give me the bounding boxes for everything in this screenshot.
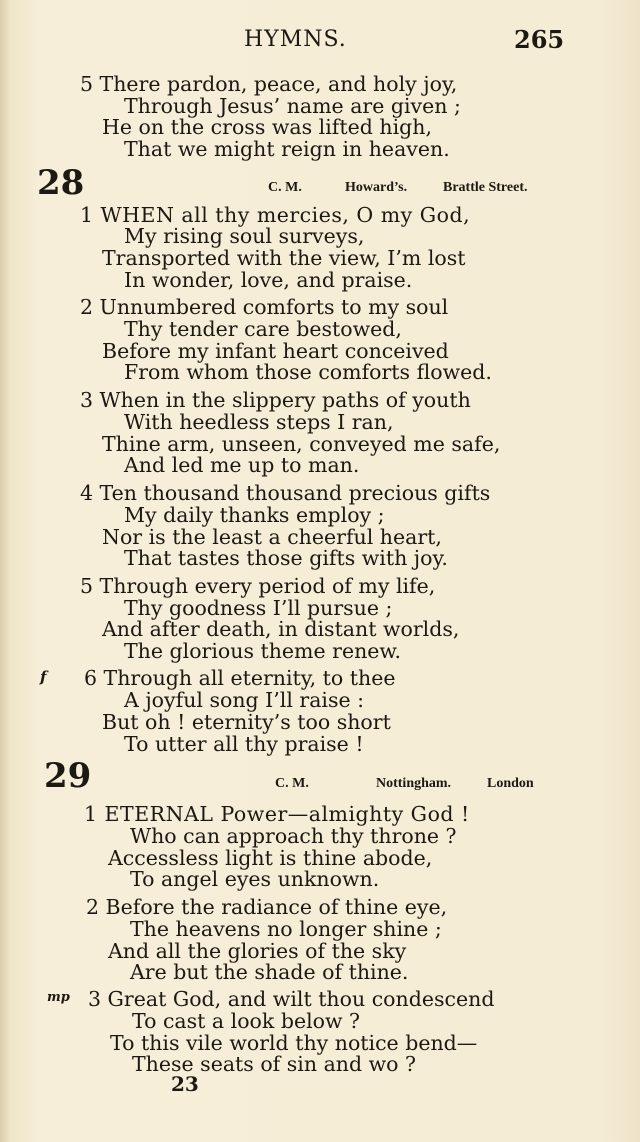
stanza-line: Through Jesus’ name are given ; — [124, 94, 461, 118]
stanza-line: Who can approach thy throne ? — [130, 824, 457, 848]
stanza-line: Are but the shade of thine. — [130, 960, 409, 984]
stanza-line: With heedless steps I ran, — [124, 410, 394, 434]
stanza-line: And led me up to man. — [124, 453, 360, 477]
running-title: HYMNS. — [244, 27, 347, 52]
stanza-line: My rising soul surveys, — [124, 224, 365, 248]
stanza-line: Before my infant heart conceived — [102, 339, 449, 363]
stanza-line: 5 There pardon, peace, and holy joy, — [80, 72, 458, 96]
stanza-line: That we might reign in heaven. — [124, 137, 450, 161]
stanza-line: To cast a look below ? — [132, 1009, 361, 1033]
hymn-number: 28 — [37, 163, 85, 203]
stanza-line: The glorious theme renew. — [124, 639, 402, 663]
stanza-line: In wonder, love, and praise. — [124, 268, 413, 292]
stanza-line: A joyful song I’ll raise : — [124, 688, 365, 712]
stanza-line: 6 Through all eternity, to thee — [84, 666, 396, 690]
page-number: 265 — [514, 25, 565, 54]
stanza-line: Thy goodness I’ll pursue ; — [124, 596, 393, 620]
stanza-line: And all the glories of the sky — [108, 939, 407, 963]
stanza-line: And after death, in distant worlds, — [102, 617, 460, 641]
stanza-line: Thy tender care bestowed, — [124, 317, 402, 341]
dynamic-marking: mp — [47, 990, 70, 1005]
stanza-line: But oh ! eternity’s too short — [102, 710, 391, 734]
stanza-line: These seats of sin and wo ? — [132, 1052, 417, 1076]
stanza-line: 4 Ten thousand thousand precious gifts — [80, 481, 491, 505]
signature-mark: 23 — [171, 1072, 199, 1096]
stanza-line: 5 Through every period of my life, — [80, 574, 436, 598]
stanza-line: 1 WHEN all thy mercies, O my God, — [80, 203, 471, 227]
tune-name: Howard’s. — [345, 180, 408, 195]
tune-name: London — [487, 776, 534, 791]
stanza-line: That tastes those gifts with joy. — [124, 546, 448, 570]
stanza-line: Nor is the least a cheerful heart, — [102, 525, 442, 549]
stanza-line: To angel eyes unknown. — [130, 867, 380, 891]
tune-name: Brattle Street. — [443, 180, 528, 195]
stanza-line: 2 Unnumbered comforts to my soul — [80, 295, 449, 319]
stanza-line: From whom those comforts flowed. — [124, 360, 492, 384]
dynamic-marking: f — [40, 668, 47, 686]
stanza-line: 3 When in the slippery paths of youth — [80, 388, 471, 412]
tune-name: Nottingham. — [376, 776, 452, 791]
hymn-number: 29 — [44, 756, 92, 796]
stanza-line: My daily thanks employ ; — [124, 503, 385, 527]
stanza-line: Transported with the view, I’m lost — [102, 246, 466, 270]
stanza-line: To this vile world thy notice bend— — [110, 1031, 478, 1055]
stanza-line: Accessless light is thine abode, — [108, 846, 433, 870]
stanza-line: To utter all thy praise ! — [124, 732, 364, 756]
stanza-line: The heavens no longer shine ; — [130, 917, 442, 941]
stanza-line: Thine arm, unseen, conveyed me safe, — [102, 432, 501, 456]
hymn-meter: C. M. — [275, 776, 309, 791]
stanza-line: 2 Before the radiance of thine eye, — [86, 895, 448, 919]
stanza-line: He on the cross was lifted high, — [102, 115, 432, 139]
stanza-line: 1 ETERNAL Power—almighty God ! — [84, 802, 470, 826]
stanza-line: 3 Great God, and wilt thou condescend — [88, 987, 495, 1011]
hymn-meter: C. M. — [268, 180, 302, 195]
